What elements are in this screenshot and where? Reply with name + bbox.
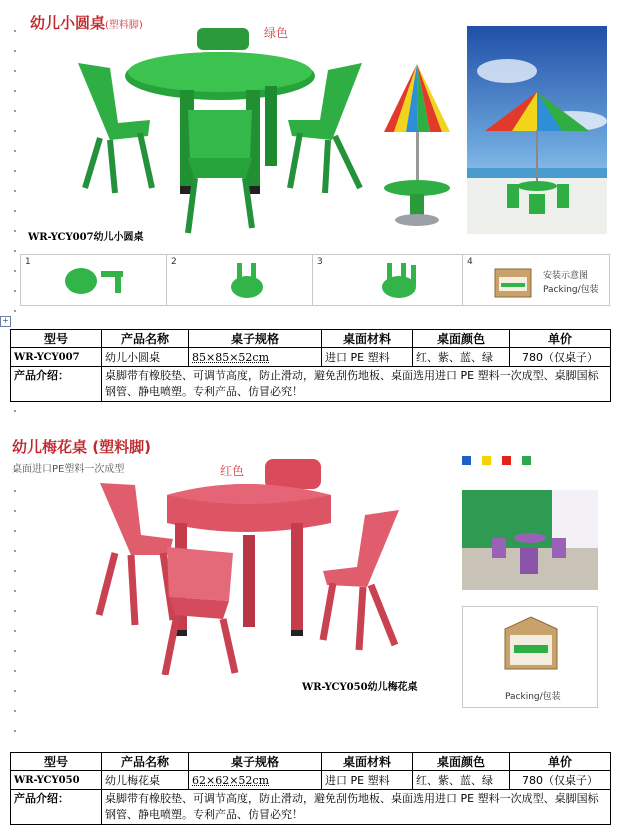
product1-umbrella-image [380,62,455,230]
header-cell: 单价 [510,753,611,771]
table-header-row [11,753,611,771]
intro-text-cell: 桌脚带有橡胶垫、可调节高度，防止滑动，避免刮伤地板、桌面选用进口 PE 塑料一次成型、桌脚国标钢管、静电喷塑。专利产品、仿冒必究！ [102,367,611,402]
name-cell: 幼儿小圆桌 [102,348,189,367]
table-row [11,348,611,367]
step-number: 4 [467,257,473,267]
step-3-panel [312,254,464,306]
size-cell: 62×62×52cm [189,771,322,790]
header-cell: 桌面颜色 [413,753,510,771]
swatch-yellow [482,456,491,465]
price-cell: 780（仅桌子） [510,348,611,367]
step-4-panel [462,254,610,306]
color-cell: 红、紫、蓝、绿 [413,348,510,367]
packing-box-image [493,261,533,299]
intro-label-cell: 产品介绍： [11,367,102,402]
product1-title: 幼儿小圆桌(塑料脚) [30,14,143,32]
product2-room-photo [462,490,598,590]
product1-caption: WR-YCY007幼儿小圆桌 [28,232,144,243]
product1-photo [70,28,370,238]
step-2-panel [166,254,314,306]
step-number: 3 [317,257,323,267]
color-cell: 红、紫、蓝、绿 [413,771,510,790]
table-row [11,771,611,790]
product1-color-note: 绿色 [264,26,289,40]
header-cell: 桌子规格 [189,753,322,771]
header-cell: 单价 [510,330,611,348]
material-cell: 进口 PE 塑料 [322,771,413,790]
table-row [11,367,611,402]
step-number: 2 [171,257,177,267]
packing-label: Packing/包装 [505,692,561,702]
product2-title: 幼儿梅花桌 (塑料脚) [12,438,151,456]
size-cell: 85×85×52cm [189,348,322,367]
table-row [11,790,611,825]
name-cell: 幼儿梅花桌 [102,771,189,790]
step-1-panel [20,254,168,306]
swatch-red [502,456,511,465]
header-cell: 桌面材料 [322,330,413,348]
packing-label: Packing/包装 [543,285,599,295]
product2-caption: WR-YCY050幼儿梅花桌 [302,682,418,693]
product1-spec-table [10,329,611,402]
intro-text-cell: 桌脚带有橡胶垫、可调节高度，防止滑动，避免刮伤地板、桌面选用进口 PE 塑料一次成型、桌脚国标钢管、静电喷塑。专利产品、仿冒必究！ [102,790,611,825]
product2-color-note: 红色 [220,464,245,478]
header-cell: 产品名称 [102,753,189,771]
step-2-image [167,255,313,305]
model-cell: WR-YCY007 [11,348,102,367]
step-number: 1 [25,257,31,267]
step-3-image [313,255,463,305]
header-cell: 产品名称 [102,330,189,348]
price-cell: 780（仅桌子） [510,771,611,790]
swatch-blue [462,456,471,465]
model-cell: WR-YCY050 [11,771,102,790]
install-label: 安装示意图 [543,271,589,281]
step-1-image [21,255,167,305]
header-cell: 桌面颜色 [413,330,510,348]
header-cell: 型号 [11,753,102,771]
table-header-row [11,330,611,348]
packing-box-image [501,613,561,675]
product2-subtitle: 桌面进口PE塑料一次成型 [12,464,125,475]
header-cell: 桌子规格 [189,330,322,348]
material-cell: 进口 PE 塑料 [322,348,413,367]
swatch-green [522,456,531,465]
product1-beach-photo [467,26,607,234]
intro-label-cell: 产品介绍： [11,790,102,825]
product2-spec-table [10,752,611,825]
product2-photo [95,455,425,675]
header-cell: 桌面材料 [322,753,413,771]
header-cell: 型号 [11,330,102,348]
product2-packing-panel [462,606,598,708]
table-move-handle[interactable]: + [0,316,11,327]
